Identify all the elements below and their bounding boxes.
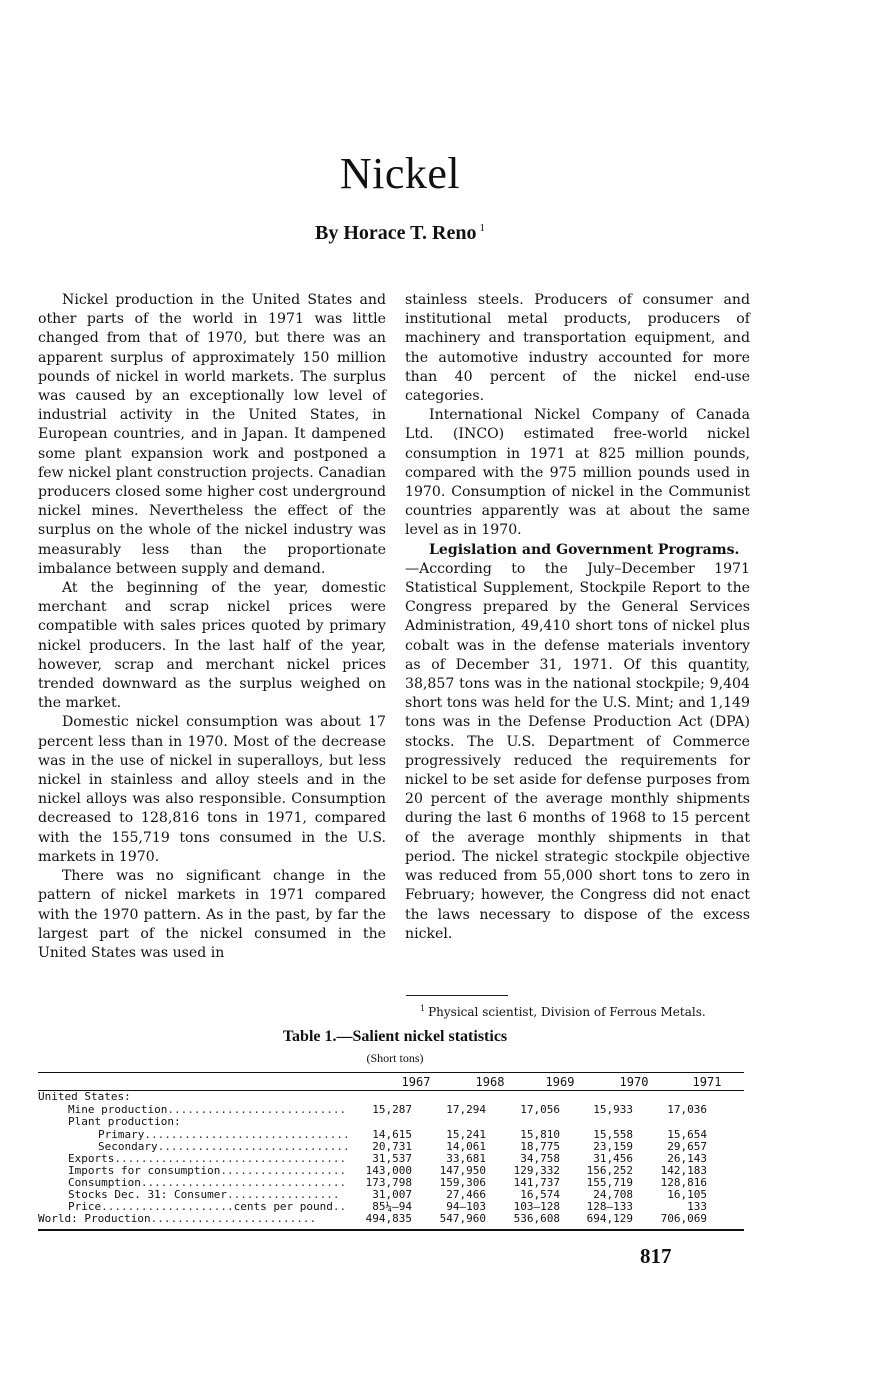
- table-row: [38, 1116, 744, 1128]
- cell-1970: 694,129: [586, 1212, 633, 1225]
- cell-1967: 31,007: [372, 1188, 412, 1201]
- paragraph: [405, 541, 750, 944]
- cell-1971: 29,657: [667, 1140, 707, 1153]
- row-label: Price: [68, 1200, 102, 1213]
- cell-1969: 15,810: [520, 1128, 560, 1141]
- cell-1971: 17,036: [667, 1103, 707, 1116]
- page-number: 817: [640, 1244, 672, 1268]
- paragraph: Nickel production in the United States and other parts of the world in 1971 was little changed from that of 1970, but there was an apparent surplus of approximately 150 million pounds of nickel in world markets. The surplus was caused by an exceptionally low level of industrial activity in the United States, in European countries, and in Japan. It dampened some plant expansion work and postponed a few nickel plant construction projects. Canadian producers closed some higher cost underground nickel mines. Nevertheless the effect of the surplus on the whole of the nickel industry was measurably less than the proportionate imbalance between supply and demand.: [38, 292, 386, 577]
- leader-dots: .............................: [157, 1140, 350, 1153]
- year-header: 1968: [475, 1075, 505, 1089]
- cell-1971: 26,143: [667, 1152, 707, 1165]
- cell-1970: 24,708: [593, 1188, 633, 1201]
- cell-1968: 17,294: [446, 1103, 486, 1116]
- paragraph: stainless steels. Producers of consumer and institutional metal products, producers of machinery and transportation equipment, and the automotive industry accounted for more than 40 percent of the nickel end-use categories.: [405, 292, 750, 405]
- cell-1968: 27,466: [446, 1188, 486, 1201]
- row-label: Stocks Dec. 31: Consumer: [68, 1188, 227, 1201]
- cell-1970: 15,558: [593, 1128, 633, 1141]
- cell-1969: 34,758: [520, 1152, 560, 1165]
- table-title: Table 1.—Salient nickel statistics: [282, 1028, 508, 1045]
- leader-dots: ..: [332, 1200, 347, 1213]
- right-column: [405, 291, 750, 944]
- leader-dots: ...............................: [144, 1128, 350, 1141]
- cell-1968: 15,241: [446, 1128, 486, 1141]
- cell-1967: 85¼–94: [372, 1200, 412, 1213]
- cell-1969: 103–128: [513, 1200, 560, 1213]
- cell-1968: 547,960: [439, 1212, 486, 1225]
- leader-dots: ....................: [101, 1200, 234, 1213]
- cell-1970: 128–133: [586, 1200, 633, 1213]
- leader-dots: .................: [226, 1188, 340, 1201]
- cell-1968: 159,306: [439, 1176, 486, 1189]
- cell-1969: 17,056: [520, 1103, 560, 1116]
- cell-1970: 156,252: [586, 1164, 633, 1177]
- year-header: 1971: [692, 1075, 722, 1089]
- leader-dots: ...................................: [114, 1152, 347, 1165]
- section-heading: Legislation and Government Programs.: [429, 541, 740, 558]
- footnote-text: Physical scientist, Division of Ferrous Metals.: [428, 1005, 706, 1019]
- row-label: Consumption: [68, 1176, 141, 1189]
- leader-dots: .........................: [150, 1212, 317, 1225]
- leader-dots: ...................: [220, 1164, 347, 1177]
- section-body: —According to the July–December 1971 Statistical Supplement, Stockpile Report to the Congress prepared by the General Services Administration, 49,410 short tons of nickel plus cobalt was in the defense materials inventory as of December 31, 1971. Of this quantity, 38,857 tons was in the national stockpile; 9,404 short tons was held for the U.S. Mint; and 1,149 tons was in the Defense Production Act (DPA) stocks. The U.S. Department of Commerce progressively reduced the requirements for nickel to be set aside for defense purposes from 20 percent of the average monthly shipments during the last 6 months of 1968 to 15 percent of the average monthly shipments in that period. The nickel strategic stockpile objective was reduced from 55,000 short tons to zero in February; however, the Congress did not enact the laws necessary to dispose of the excess nickel.: [405, 560, 750, 942]
- cell-1970: 23,159: [593, 1140, 633, 1153]
- row-label: Plant production:: [68, 1115, 181, 1128]
- cell-1971: 128,816: [660, 1176, 707, 1189]
- cell-1971: 142,183: [660, 1164, 707, 1177]
- table-subtitle: (Short tons): [366, 1051, 424, 1065]
- row-label: United States:: [38, 1090, 131, 1103]
- cell-1969: 129,332: [513, 1164, 560, 1177]
- cell-1967: 143,000: [365, 1164, 412, 1177]
- row-label: Exports: [68, 1152, 115, 1165]
- footnote-rule: [406, 995, 508, 996]
- year-header: 1970: [619, 1075, 649, 1089]
- table-bottom-rule: [38, 1229, 744, 1231]
- year-header: 1967: [401, 1075, 431, 1089]
- left-column: [38, 291, 386, 963]
- cell-1970: 31,456: [593, 1152, 633, 1165]
- year-header: 1969: [545, 1075, 575, 1089]
- cell-1967: 15,287: [372, 1103, 412, 1116]
- table-header: [38, 1075, 744, 1089]
- table-row: [38, 1091, 744, 1103]
- cell-1967: 31,537: [372, 1152, 412, 1165]
- cell-1969: 141,737: [513, 1176, 560, 1189]
- row-label: Primary: [98, 1128, 145, 1141]
- cell-1968: 33,681: [446, 1152, 486, 1165]
- cell-1971: 133: [687, 1200, 707, 1213]
- cell-1967: 14,615: [372, 1128, 412, 1141]
- row-label: Mine production: [68, 1103, 168, 1116]
- cell-1971: 15,654: [667, 1128, 707, 1141]
- cell-1969: 18,775: [520, 1140, 560, 1153]
- row-label: World: Production: [38, 1212, 151, 1225]
- paragraph: Domestic nickel consumption was about 17 percent less than in 1970. Most of the decrease was in the use of nickel in superalloys, but less nickel in stainless and alloy steels and in the nickel alloys was also responsible. Consumption decreased to 128,816 tons in 1971, compared with the 155,719 tons consumed in the U.S. markets in 1970.: [38, 714, 386, 865]
- table-row: [38, 1213, 744, 1225]
- cell-1970: 155,719: [586, 1176, 633, 1189]
- cell-1970: 15,933: [593, 1103, 633, 1116]
- author-footnote-mark: 1: [479, 222, 485, 235]
- paragraph: At the beginning of the year, domestic merchant and scrap nickel prices were compatible with sales prices quoted by primary nickel producers. In the last half of the year, however, scrap and merchant nickel prices trended downward as the surplus weighed on the market.: [38, 580, 386, 712]
- cell-1968: 94–103: [446, 1200, 486, 1213]
- paragraph: International Nickel Company of Canada Ltd. (INCO) estimated free-world nickel consumption in 1971 at 825 million pounds, compared with the 975 million pounds used in 1970. Consumption of nickel in the Communist countries apparently was at about the same level as in 1970.: [405, 407, 750, 539]
- footnote-mark: 1: [420, 1004, 426, 1013]
- cell-1967: 173,798: [365, 1176, 412, 1189]
- row-label: Imports for consumption: [68, 1164, 221, 1177]
- cell-1971: 16,105: [667, 1188, 707, 1201]
- cell-1971: 706,069: [660, 1212, 707, 1225]
- cell-1969: 16,574: [520, 1188, 560, 1201]
- row-label: Secondary: [98, 1140, 158, 1153]
- table-top-rule: [38, 1072, 744, 1073]
- cell-1967: 494,835: [365, 1212, 412, 1225]
- author-name: By Horace T. Reno: [315, 222, 477, 244]
- byline: [0, 222, 800, 245]
- footnote: [420, 1004, 706, 1019]
- leader-dots: ...............................: [140, 1176, 347, 1189]
- cell-1967: 20,731: [372, 1140, 412, 1153]
- leader-dots: ...........................: [167, 1103, 347, 1116]
- price-unit: cents per pound: [233, 1200, 333, 1213]
- cell-1969: 536,608: [513, 1212, 560, 1225]
- cell-1968: 14,061: [446, 1140, 486, 1153]
- cell-1968: 147,950: [439, 1164, 486, 1177]
- paragraph: There was no significant change in the pattern of nickel markets in 1971 compared with the 1970 pattern. As in the past, by far the largest part of the nickel consumed in the United States was used in: [38, 868, 386, 961]
- article-title: Nickel: [339, 149, 461, 198]
